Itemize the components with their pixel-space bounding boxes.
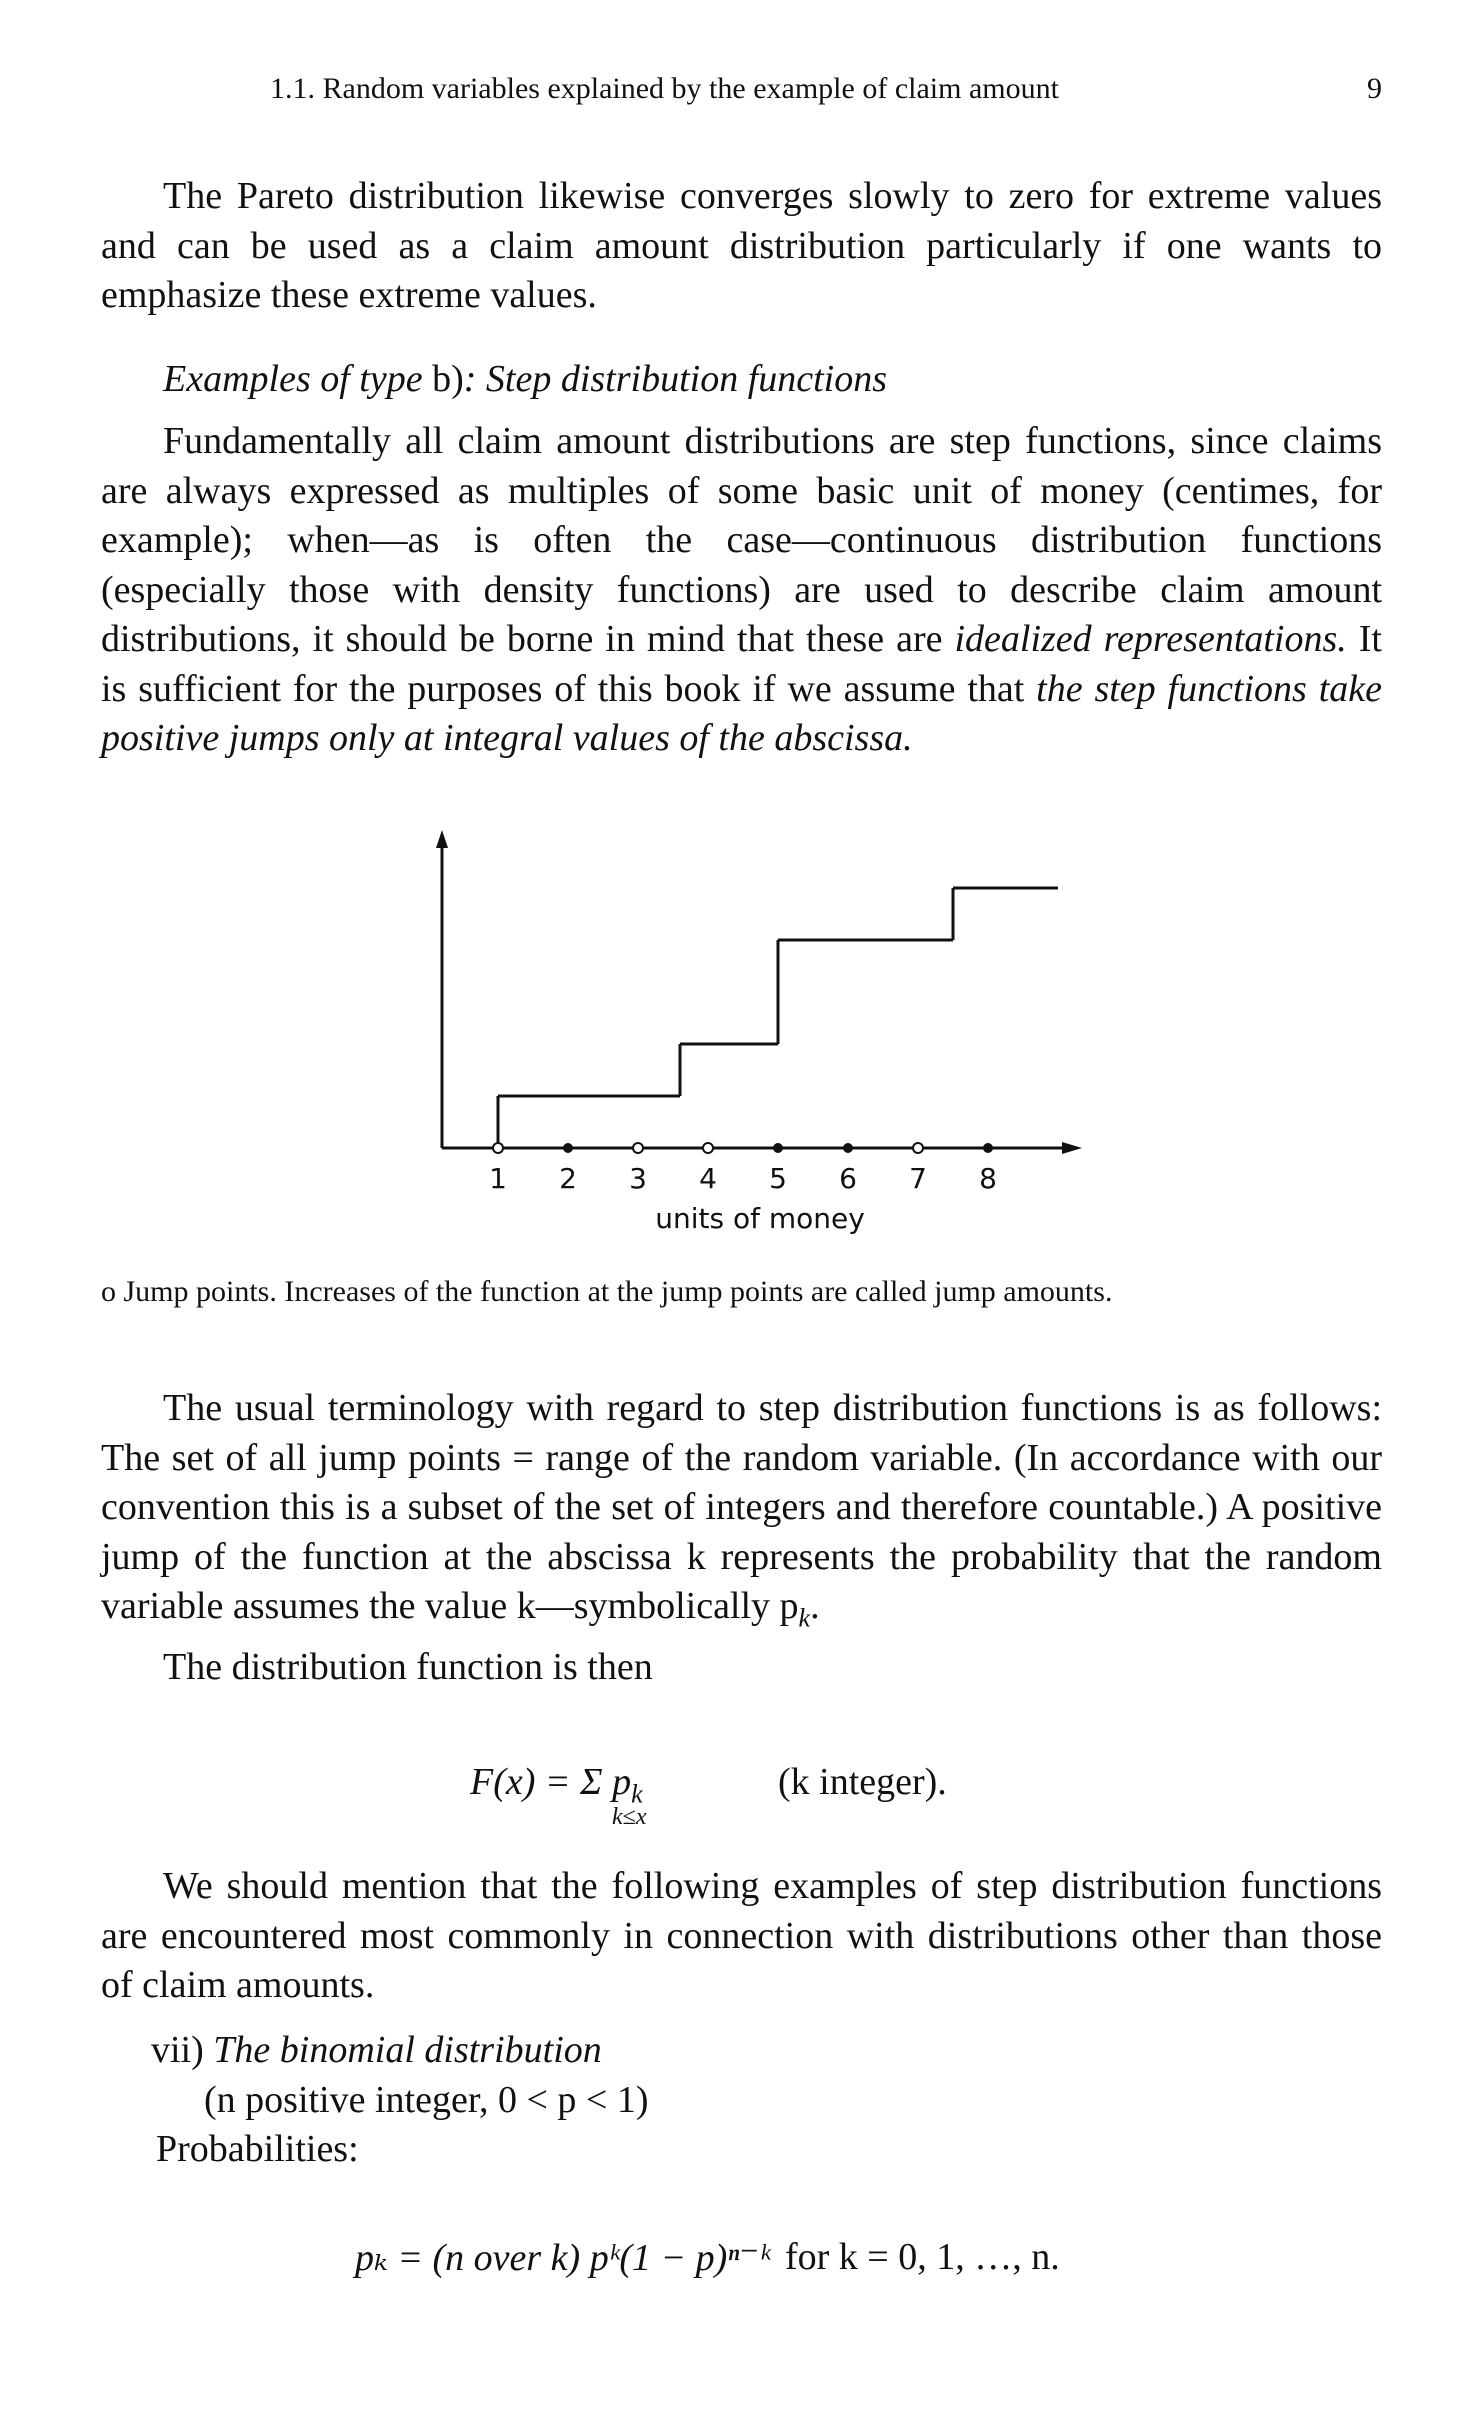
paragraph-mention: [101, 1862, 1382, 2011]
step-function-figure: [400, 830, 1100, 1250]
section-heading-line: [101, 355, 1382, 405]
probabilities-label: Probabilities:: [156, 2128, 359, 2170]
item-binomial: [101, 2026, 1382, 2175]
item-title: The binomial distribution: [213, 2029, 602, 2071]
heading-post: : Step distribution functions: [463, 358, 888, 400]
formula2-text: pₖ = (n over k) pᵏ(1 − p)ⁿ⁻ᵏ: [355, 2237, 771, 2279]
binomial-condition: (n positive integer, 0 < p < 1): [204, 2078, 649, 2121]
para2-part1: Fundamentally all claim amount distributions are step functions, since claims are always expressed as multiples of some basic unit of money (centimes, for example); when—as is often the case—continuous distribution functions (especially those with density functions) are used to describe claim amount distributions, it should be borne in mind that these are: [101, 420, 1382, 660]
integer-point-filled: [843, 1143, 853, 1153]
x-tick-label: 1: [489, 1162, 507, 1195]
x-axis-label: units of money: [655, 1202, 865, 1235]
x-tick-label: 5: [769, 1162, 787, 1195]
binomial-title-line: [101, 2026, 1382, 2076]
para3-text: The usual terminology with regard to step distribution functions is as follows: The set of all jump points = range of the random variable. (In accordance with our convention this is a subset of the set of integers and therefore countable.) A positive jump of the function at the abscissa k represents the probability that the random variable assumes the value k—symbolically p: [101, 1387, 1382, 1627]
formula1-lhs: F(x) = Σ p: [470, 1761, 632, 1803]
paragraph-step-functions: [101, 417, 1382, 764]
paragraph-terminology: [101, 1384, 1382, 1693]
jump-point-open: [633, 1143, 643, 1153]
paragraph-terminology-text: [101, 1384, 1382, 1643]
formula2-range: for k = 0, 1, …, n.: [785, 2236, 1060, 2278]
paragraph-step-functions-text: [101, 417, 1382, 764]
integer-point-filled: [773, 1143, 783, 1153]
x-tick-label: 4: [699, 1162, 717, 1195]
para2-italic2: the step functions take positive jumps only at integral values of the abscissa.: [101, 667, 1382, 759]
x-tick-label: 6: [839, 1162, 857, 1195]
jump-point-open: [493, 1143, 503, 1153]
running-head: [270, 72, 1382, 106]
jump-point-open: [703, 1143, 713, 1153]
x-tick-label: 3: [629, 1162, 647, 1195]
step-lines: [498, 888, 1058, 1148]
y-axis-arrow-icon: [436, 830, 448, 848]
formula1-under: k≤x: [612, 1804, 647, 1830]
x-tick-label: 7: [909, 1162, 927, 1195]
formula1-subscript: k: [631, 1779, 643, 1809]
para3-subscript: k: [798, 1603, 811, 1633]
para2-italic1: idealized representations.: [954, 618, 1347, 660]
heading-pre: Examples of type: [163, 358, 423, 400]
section-heading: [101, 355, 1382, 405]
heading-type-letter: b): [432, 358, 464, 400]
running-title: 1.1. Random variables explained by the example of claim amount: [270, 72, 1059, 105]
page-number: 9: [1367, 72, 1382, 105]
x-axis-arrow-icon: [1062, 1142, 1082, 1154]
paragraph-pareto: [101, 172, 1382, 321]
jump-point-open: [913, 1143, 923, 1153]
tick-labels: [489, 1162, 997, 1195]
formula1-lhs-wrap: [470, 1760, 643, 1810]
integer-point-filled: [563, 1143, 573, 1153]
integer-point-filled: [983, 1143, 993, 1153]
x-tick-label: 8: [979, 1162, 997, 1195]
paragraph-distribution-function: The distribution function is then: [163, 1646, 653, 1689]
para2-part2: It is sufficient for the purposes of this book if we assume that: [101, 618, 1382, 710]
x-tick-label: 2: [559, 1162, 577, 1195]
formula1-note: (k integer).: [778, 1761, 947, 1803]
figure-caption: o Jump points. Increases of the function at the jump points are called jump amounts.: [101, 1275, 1113, 1308]
para3-end: .: [810, 1585, 820, 1627]
paragraph-mention-text: We should mention that the following examples of step distribution functions are encountered most commonly in connection with distributions other than those of claim amounts.: [101, 1865, 1382, 2006]
paragraph-pareto-text: The Pareto distribution likewise converges slowly to zero for extreme values and can be used as a claim amount distribution particularly if one wants to emphasize these extreme values.: [101, 175, 1382, 316]
item-label: vii): [151, 2029, 204, 2071]
